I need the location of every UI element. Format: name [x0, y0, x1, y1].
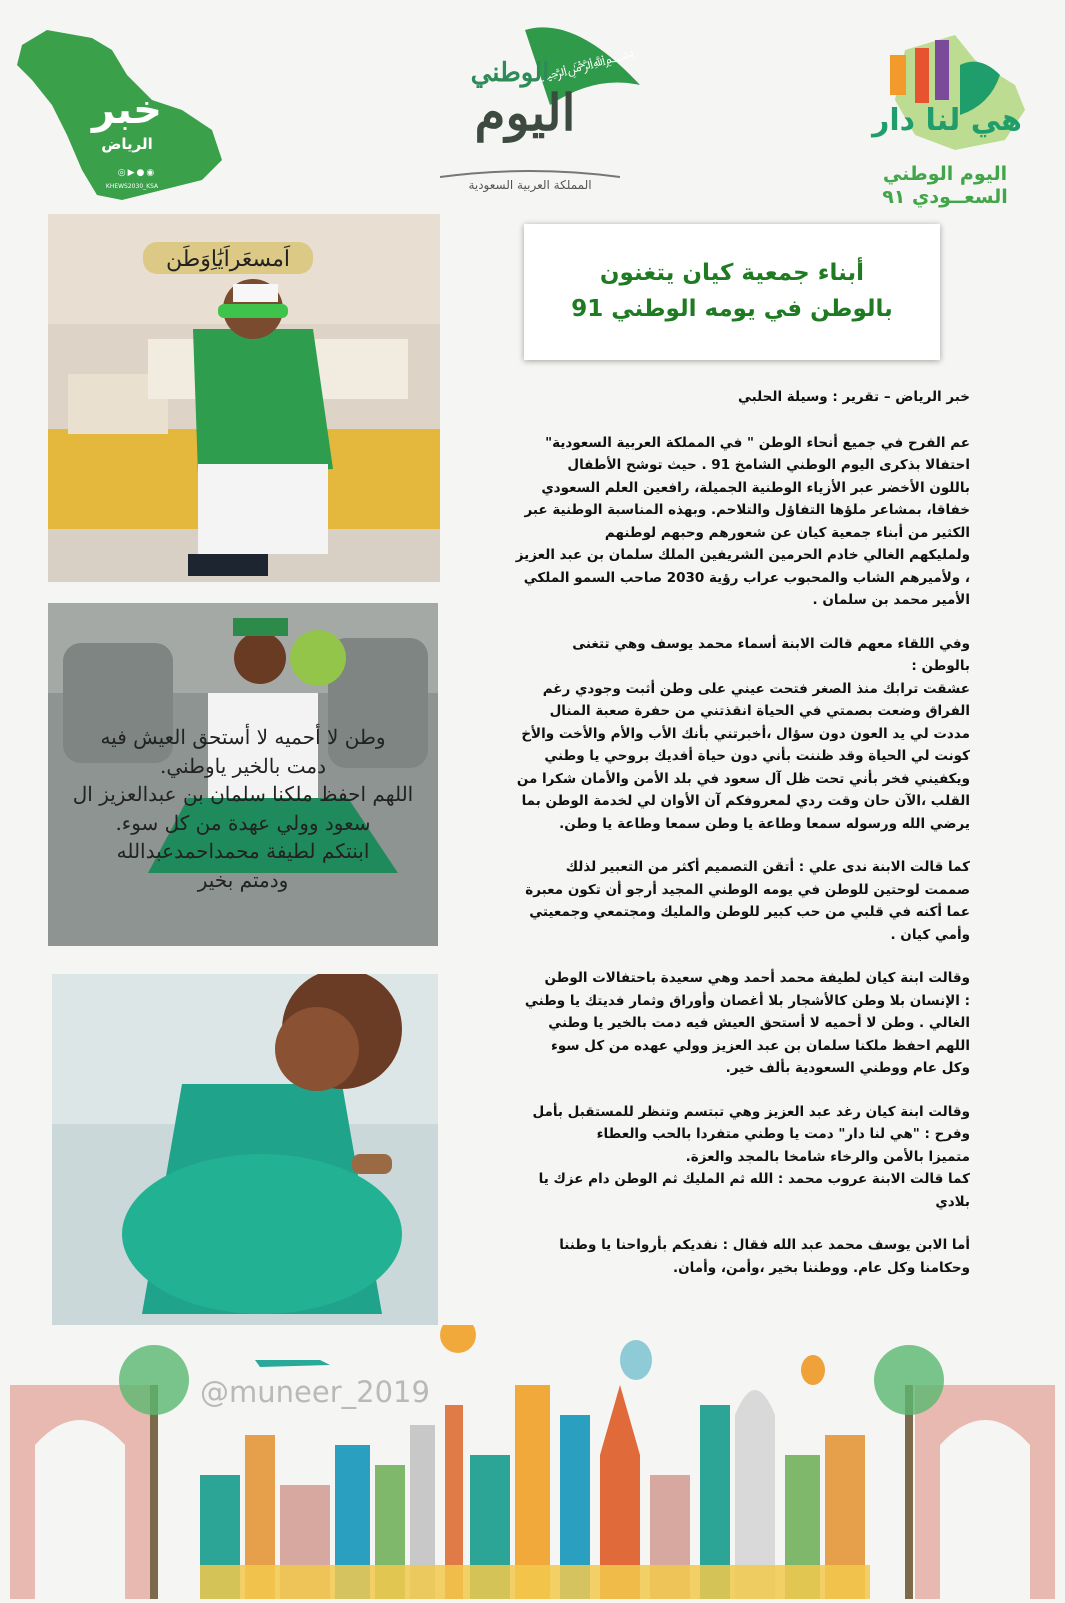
article-paragraph-6: أما الابن يوسف محمد عبد الله فقال : نفديكم بأرواحنا يا وطننا وحكامنا وكل عام. ووطننا بخير ،وأمن، وأمان.: [559, 1237, 970, 1276]
caption-line-3: اللهم احفظ ملكنا سلمان بن عبدالعزيز ال: [72, 782, 414, 807]
logo-title: خبر: [91, 87, 163, 133]
photo-boy-saluting: [48, 214, 440, 582]
article-body: [470, 386, 970, 1300]
logo-kingdom: المملكة العربية السعودية: [468, 178, 592, 192]
footer-handle: @muneer_2019: [200, 1375, 430, 1409]
hiya-lana-dar-mark-icon: [865, 30, 1030, 155]
article-paragraph-1: عم الفرح في جميع أنحاء الوطن " في المملكة العربية السعودية" احتفالا بذكرى اليوم الوطني الشامخ 91 . حيث توشح الأطفال باللون الأخضر عبر الأزياء الوطنية الجميلة، رافعين العلم السعودي خفاقا، بمشاعر ملؤها التفاؤل والتلاحم. وبهذه المناسبة الوطنية عبر الكثير من أبناء جمعية كيان عن شعورهم وحبهم لوطنهم ولمليكهم الغالي خادم الحرمين الشريفين الملك سلمان بن عبد العزيز ، ولأميرهم الشاب والمحبوب عراب رؤية 2030 صاحب السمو الملكي الأمير محمد بن سلمان .: [515, 434, 970, 608]
article-paragraph-4: وقالت ابنة كيان لطيفة محمد أحمد وهي سعيدة باحتفالات الوطن : الإنسان بلا وطن كالأشجار بلا أغصان وأوراق وثمار فديتك يا وطني الغالي . وطن لا أحميه لا أستحق العيش فيه دمت بالخير يا وطني اللهم احفظ ملكنا سلمان بن عبد العزيز وولي عهده من كل سوء وكل عام ووطني السعودية بألف خير.: [524, 970, 970, 1076]
social-icons: ◎▶●◉: [117, 168, 157, 178]
article-title: [571, 256, 893, 327]
article-paragraph-2: وفي اللقاء معهم قالت الابنة أسماء محمد يوسف وهي تتغنى بالوطن : عشقت ترابك منذ الصغر فتحت عيني على وطن أثبت وجودي رغم الفراق وضعت بصمتي في الحياة انقذتني من حفرة صعبة المنال مددت لي يد العون دون سؤال ،أخبرتني بأنك الأب والأم والأخت والأخ كونت لي الحياة وقد ظننت بأني دون حياة أفديك بروحي يا وطني ويكفيني فخر بأني تحت ظل آل سعود في بلد الأمن والأمان شكرا من القلب ،الآن حان وقت ردي لمعروفكم آن الأوان لي لخدمة الوطن بما يرضي الله ورسوله سمعا وطاعة يا وطن سمعا وطاعة يا وطن.: [516, 635, 970, 832]
balloon-icon: [620, 1340, 652, 1380]
caption-line-4: سعود وولي عهدة من كل سوء.: [115, 810, 371, 835]
svg-text:﷽: ﷽: [527, 44, 636, 88]
logo-main: اليوم: [474, 83, 576, 142]
logo-caption: [870, 163, 1020, 209]
logo-line2: السعــودي ٩١: [882, 185, 1008, 208]
article-paragraph-3: كما قالت الابنة ندى علي : أتقن التصميم أكثر من التعبير لذلك صممت لوحتين للوطن في يومه الوطني المجيد أرجو أن تكون معبرة عما أكنه في قلبي من حب كبير للوطن والمليك ومجتمعي وجمعيتي وأمي كيان .: [525, 859, 970, 943]
photo-girl-teal-dress: [52, 974, 438, 1326]
logo-subtitle: الرياض: [101, 135, 153, 153]
skyline-illustration: [0, 1325, 1065, 1599]
article-title-box: [524, 224, 940, 360]
logo-handle: KHEWS2030_KSA: [105, 183, 159, 190]
title-line-1: أبناء جمعية كيان يتغنون: [599, 260, 865, 287]
logo-mark-text: هي لنا دار: [872, 103, 1022, 138]
photo-art-text: اَمسعَراَيَٰاِوَطَن: [165, 247, 291, 272]
caption-line-1: وطن لا أحميه لا أستحق العيش فيه: [100, 725, 386, 749]
caption-line-6: ودمتم بخير: [197, 867, 289, 892]
photo2-caption: [48, 723, 438, 895]
caption-line-5: ابنتكم لطيفة محمداحمدعبدالله: [116, 839, 370, 864]
photo-girl-teal-dress-image: [52, 974, 438, 1326]
balloon-icon: [801, 1355, 825, 1385]
hiya-lana-dar-logo: [860, 15, 1030, 215]
skyline-footer: [0, 1325, 1065, 1599]
national-day-logo: [430, 20, 645, 215]
article-byline: خبر الرياض – تقرير : وسيلة الحلبي: [737, 389, 970, 405]
caption-line-2: دمت بالخير ياوطني.: [159, 753, 326, 778]
logo-accent: الوطني: [470, 58, 550, 88]
title-line-2: بالوطن في يومه الوطني 91: [571, 296, 893, 322]
article-paragraph-5: وقالت ابنة كيان رغد عبد العزيز وهي تبتسم وتنظر للمستقبل بأمل وفرح : "هي لنا دار" دمت يا وطني متفردا بالحب والعطاء متميزا بالأمن والرخاء شامخا بالمجد والعزة. كما قالت الابنة عروب محمد : الله ثم المليك ثم الوطن دام عزك يا بلادي: [532, 1103, 970, 1210]
photo-girl-green-dress: [48, 603, 438, 946]
photo-boy-saluting-image: [48, 214, 440, 582]
khabar-riyadh-logo: [12, 20, 227, 205]
logo-line1: اليوم الوطني: [882, 163, 1008, 185]
